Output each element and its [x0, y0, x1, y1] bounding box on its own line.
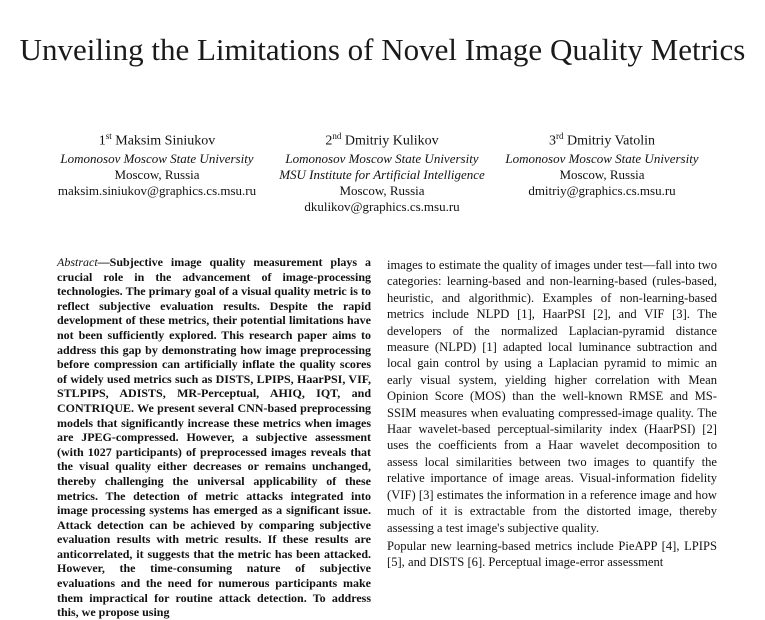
abstract — [57, 255, 371, 620]
author-name-text: Dmitriy Kulikov — [344, 133, 439, 149]
author-block-1 — [52, 127, 262, 199]
body-paragraph: Popular new learning-based metrics include PieAPP [4], LPIPS [5], and DISTS [6]. Perceptual image-error assessment — [387, 538, 717, 570]
author-email: maksim.siniukov@graphics.cs.msu.ru — [57, 182, 257, 198]
abstract-text: Subjective image quality measurement plays a crucial role in the advancement of image-processing technologies. The primary goal of a visual quality metric is to reflect subjective evaluation results. Despite the rapid development of these metrics, their potential limitations have not been sufficiently explored. This research paper aims to address this gap by demonstrating how image preprocessing before compression can artificially inflate the quality scores of widely used metrics such as DISTS, LPIPS, HaarPSI, VIF, STLPIPS, ADISTS, MR-Perceptual, AHIQ, IQT, and CONTRIQUE. We present several CNN-based preprocessing models that significantly increase these metrics when images are JPEG-compressed. However, a subjective assessment (with 1027 participants) of preprocessed images reveals that the visual quality either decreases or remains unchanged, thereby challenging the universal applicability of these metrics. The detection of metric attacks integrated into image processing systems has emerged as a significant issue. Attack detection can be achieved by comparing subjective evaluation results with metric results. If these results are anticorrelated, it suggests that the metric has been attacked. However, the time-consuming nature of subjective evaluations and the need for numerous participants make them impractical for routine attack detection. To address this, we propose using — [57, 255, 371, 620]
author-ordinal-suffix: rd — [555, 131, 564, 141]
author-name — [272, 127, 492, 151]
author-block-2 — [272, 127, 492, 215]
author-ordinal-suffix: nd — [332, 131, 342, 141]
paper-title: Unveiling the Limitations of Novel Image Quality Metrics — [19, 32, 746, 67]
author-ordinal: 2 — [325, 133, 333, 149]
author-ordinal: 1 — [98, 133, 106, 149]
author-affiliation: Lomonosov Moscow State University — [285, 150, 479, 166]
author-email: dkulikov@graphics.cs.msu.ru — [304, 198, 460, 214]
author-ordinal-suffix: st — [105, 131, 112, 141]
author-name-text: Dmitriy Vatolin — [566, 133, 656, 149]
author-affiliation: Lomonosov Moscow State University — [505, 150, 699, 166]
author-name — [497, 127, 707, 151]
body-paragraph: images to estimate the quality of images under test—fall into two categories: learning-based and non-learning-based (rules-based, heuristic, and algorithmic). Examples of non-learning-based metrics include NLPD [1], HaarPSI [2], and VIF [3]. The developers of the normalized Laplacian-pyramid distance measure (NLPD) [1] adapted local luminance subtraction and local gain control by using a Laplacian pyramid to mimic an early visual system, yielding higher correlation with Mean Opinion Score (MOS) than the well-known RMSE and MS-SSIM measures when evaluating compressed-image quality. The Haar wavelet-based perceptual-similarity index (HaarPSI) [2] uses the coefficients from a Haar wavelet decomposition to assess local similarities between two images to quantify the relative importance of image areas. Visual-information fidelity (VIF) [3] estimates the information in a reference image and how much of it is extractable from the distorted image, thereby assessing a test image's subjective quality. — [387, 258, 717, 535]
author-name — [52, 127, 262, 151]
author-location: Moscow, Russia — [339, 182, 425, 198]
body-column — [387, 257, 717, 571]
author-block-3 — [497, 127, 707, 199]
author-affiliation-2: MSU Institute for Artificial Intelligence — [279, 166, 485, 182]
author-ordinal: 3 — [548, 133, 556, 149]
author-location: Moscow, Russia — [559, 166, 645, 182]
abstract-dash: — — [97, 255, 110, 269]
abstract-label: Abstract — [57, 255, 98, 269]
author-name-text: Maksim Siniukov — [115, 133, 216, 149]
author-email: dmitriy@graphics.cs.msu.ru — [528, 182, 676, 198]
author-location: Moscow, Russia — [114, 166, 200, 182]
author-affiliation: Lomonosov Moscow State University — [60, 150, 254, 166]
